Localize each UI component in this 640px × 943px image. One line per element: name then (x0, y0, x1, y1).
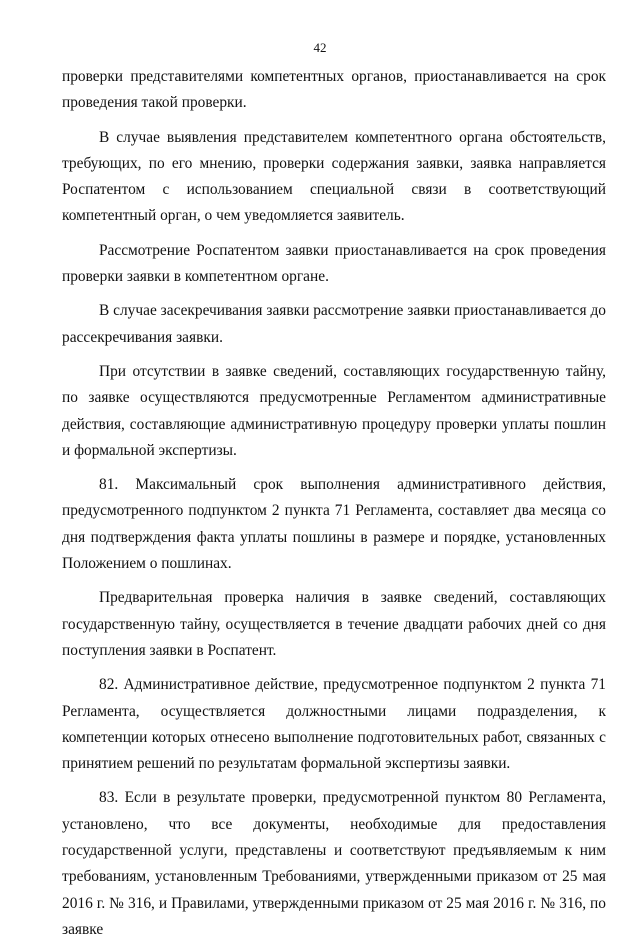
paragraph: При отсутствии в заявке сведений, составляющих государственную тайну, по заявке осуществляются предусмотренные Регламентом административные действия, составляющие административную процедуру проверки уплаты пошлин и формальной экспертизы. (62, 362, 606, 459)
paragraph: Рассмотрение Роспатентом заявки приостанавливается на срок проведения проверки заявки в компетентном органе. (62, 241, 606, 286)
paragraph-continuation: проверки представителями компетентных органов, приостанавливается на срок проведения такой проверки. (62, 68, 606, 112)
paragraph-82: 82. Административное действие, предусмотренное подпунктом 2 пункта 71 Регламента, осуществляется должностными лицами подразделения, к компетенции которых отнесено выполнение подготовительных работ, связанных с принятием решений по результатам формальной экспертизы заявки. (62, 676, 606, 773)
document-body (62, 64, 606, 943)
paragraph-83: 83. Если в результате проверки, предусмотренной пунктом 80 Регламента, установлено, что все документы, необходимые для предоставления государственной услуги, представлены и соответствуют предъявляемым к ним требованиям, установленным Требованиями, утвержденными приказом от 25 мая 2016 г. № 316, и Правилами, утвержденными приказом от 25 мая 2016 г. № 316, по заявке (62, 789, 606, 938)
paragraph: В случае засекречивания заявки рассмотрение заявки приостанавливается до рассекречивания заявки. (62, 302, 606, 346)
paragraph-81: 81. Максимальный срок выполнения административного действия, предусмотренного подпунктом 2 пункта 71 Регламента, составляет два месяца со дня подтверждения факта уплаты пошлины в размере и порядке, установленных Положением о пошлинах. (62, 476, 606, 573)
page-number: 42 (313, 40, 327, 55)
paragraph: Предварительная проверка наличия в заявке сведений, составляющих государственную тайну, осуществляется в течение двадцати рабочих дней со дня поступления заявки в Роспатент. (62, 589, 606, 659)
paragraph: В случае выявления представителем компетентного органа обстоятельств, требующих, по его мнению, проверки содержания заявки, заявка направляется Роспатентом с использованием специальной связи в соответствующий компетентный орган, о чем уведомляется заявитель. (62, 128, 606, 225)
